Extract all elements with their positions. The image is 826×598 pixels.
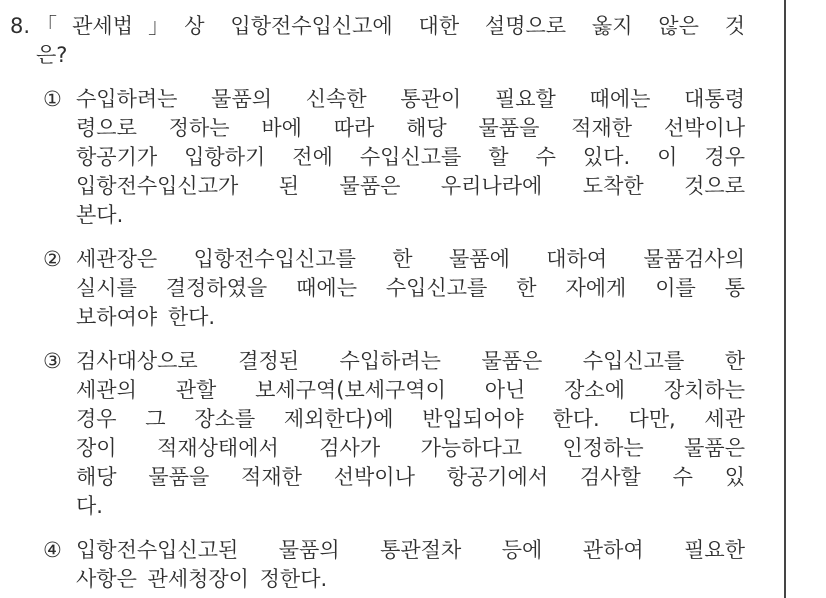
option-4	[0, 536, 745, 594]
column-divider	[784, 0, 786, 598]
text-line: 본다.	[76, 203, 124, 227]
option-1-marker: ①	[43, 87, 62, 111]
text-line: 세관의 관할 보세구역(보세구역이 아닌 장소에 장치하는	[76, 378, 745, 402]
question-stem	[36, 12, 745, 70]
text-line: 실시를 결정하였을 때에는 수입신고를 한 자에게 이를 통	[76, 276, 745, 300]
question-stem-row	[0, 12, 745, 70]
option-1-text	[76, 85, 745, 230]
text-line: 장이 적재상태에서 검사가 가능하다고 인정하는 물품은	[76, 436, 745, 460]
option-2-text	[76, 245, 745, 332]
option-3-text	[76, 347, 745, 521]
option-3-marker: ③	[43, 349, 62, 373]
text-line: 경우 그 장소를 제외한다)에 반입되어야 한다. 다만, 세관	[76, 407, 745, 431]
option-2	[0, 245, 745, 332]
text-line: 검사대상으로 결정된 수입하려는 물품은 수입신고를 한	[76, 349, 745, 373]
text-line: 세관장은 입항전수입신고를 한 물품에 대하여 물품검사의	[76, 247, 745, 271]
text-line: 사항은 관세청장이 정한다.	[76, 567, 328, 591]
text-line: 다.	[76, 494, 103, 518]
text-line: 은?	[36, 43, 68, 67]
text-line: 입항전수입신고된 물품의 통관절차 등에 관하여 필요한	[76, 538, 745, 562]
text-line: 보하여야 한다.	[76, 305, 216, 329]
text-line: 수입하려는 물품의 신속한 통관이 필요할 때에는 대통령	[76, 87, 745, 111]
text-line: 입항전수입신고가 된 물품은 우리나라에 도착한 것으로	[76, 174, 745, 198]
question-number: 8.	[10, 14, 31, 38]
text-line: 항공기가 입항하기 전에 수입신고를 할 수 있다. 이 경우	[76, 145, 745, 169]
text-line: 「관세법」상 입항전수입신고에 대한 설명으로 옳지 않은 것	[36, 14, 745, 38]
option-1	[0, 85, 745, 230]
question-8	[0, 12, 745, 594]
option-4-marker: ④	[43, 538, 62, 562]
option-2-marker: ②	[43, 247, 62, 271]
text-line: 령으로 정하는 바에 따라 해당 물품을 적재한 선박이나	[76, 116, 745, 140]
option-4-text	[76, 536, 745, 594]
option-3	[0, 347, 745, 521]
text-line: 해당 물품을 적재한 선박이나 항공기에서 검사할 수 있	[76, 465, 745, 489]
